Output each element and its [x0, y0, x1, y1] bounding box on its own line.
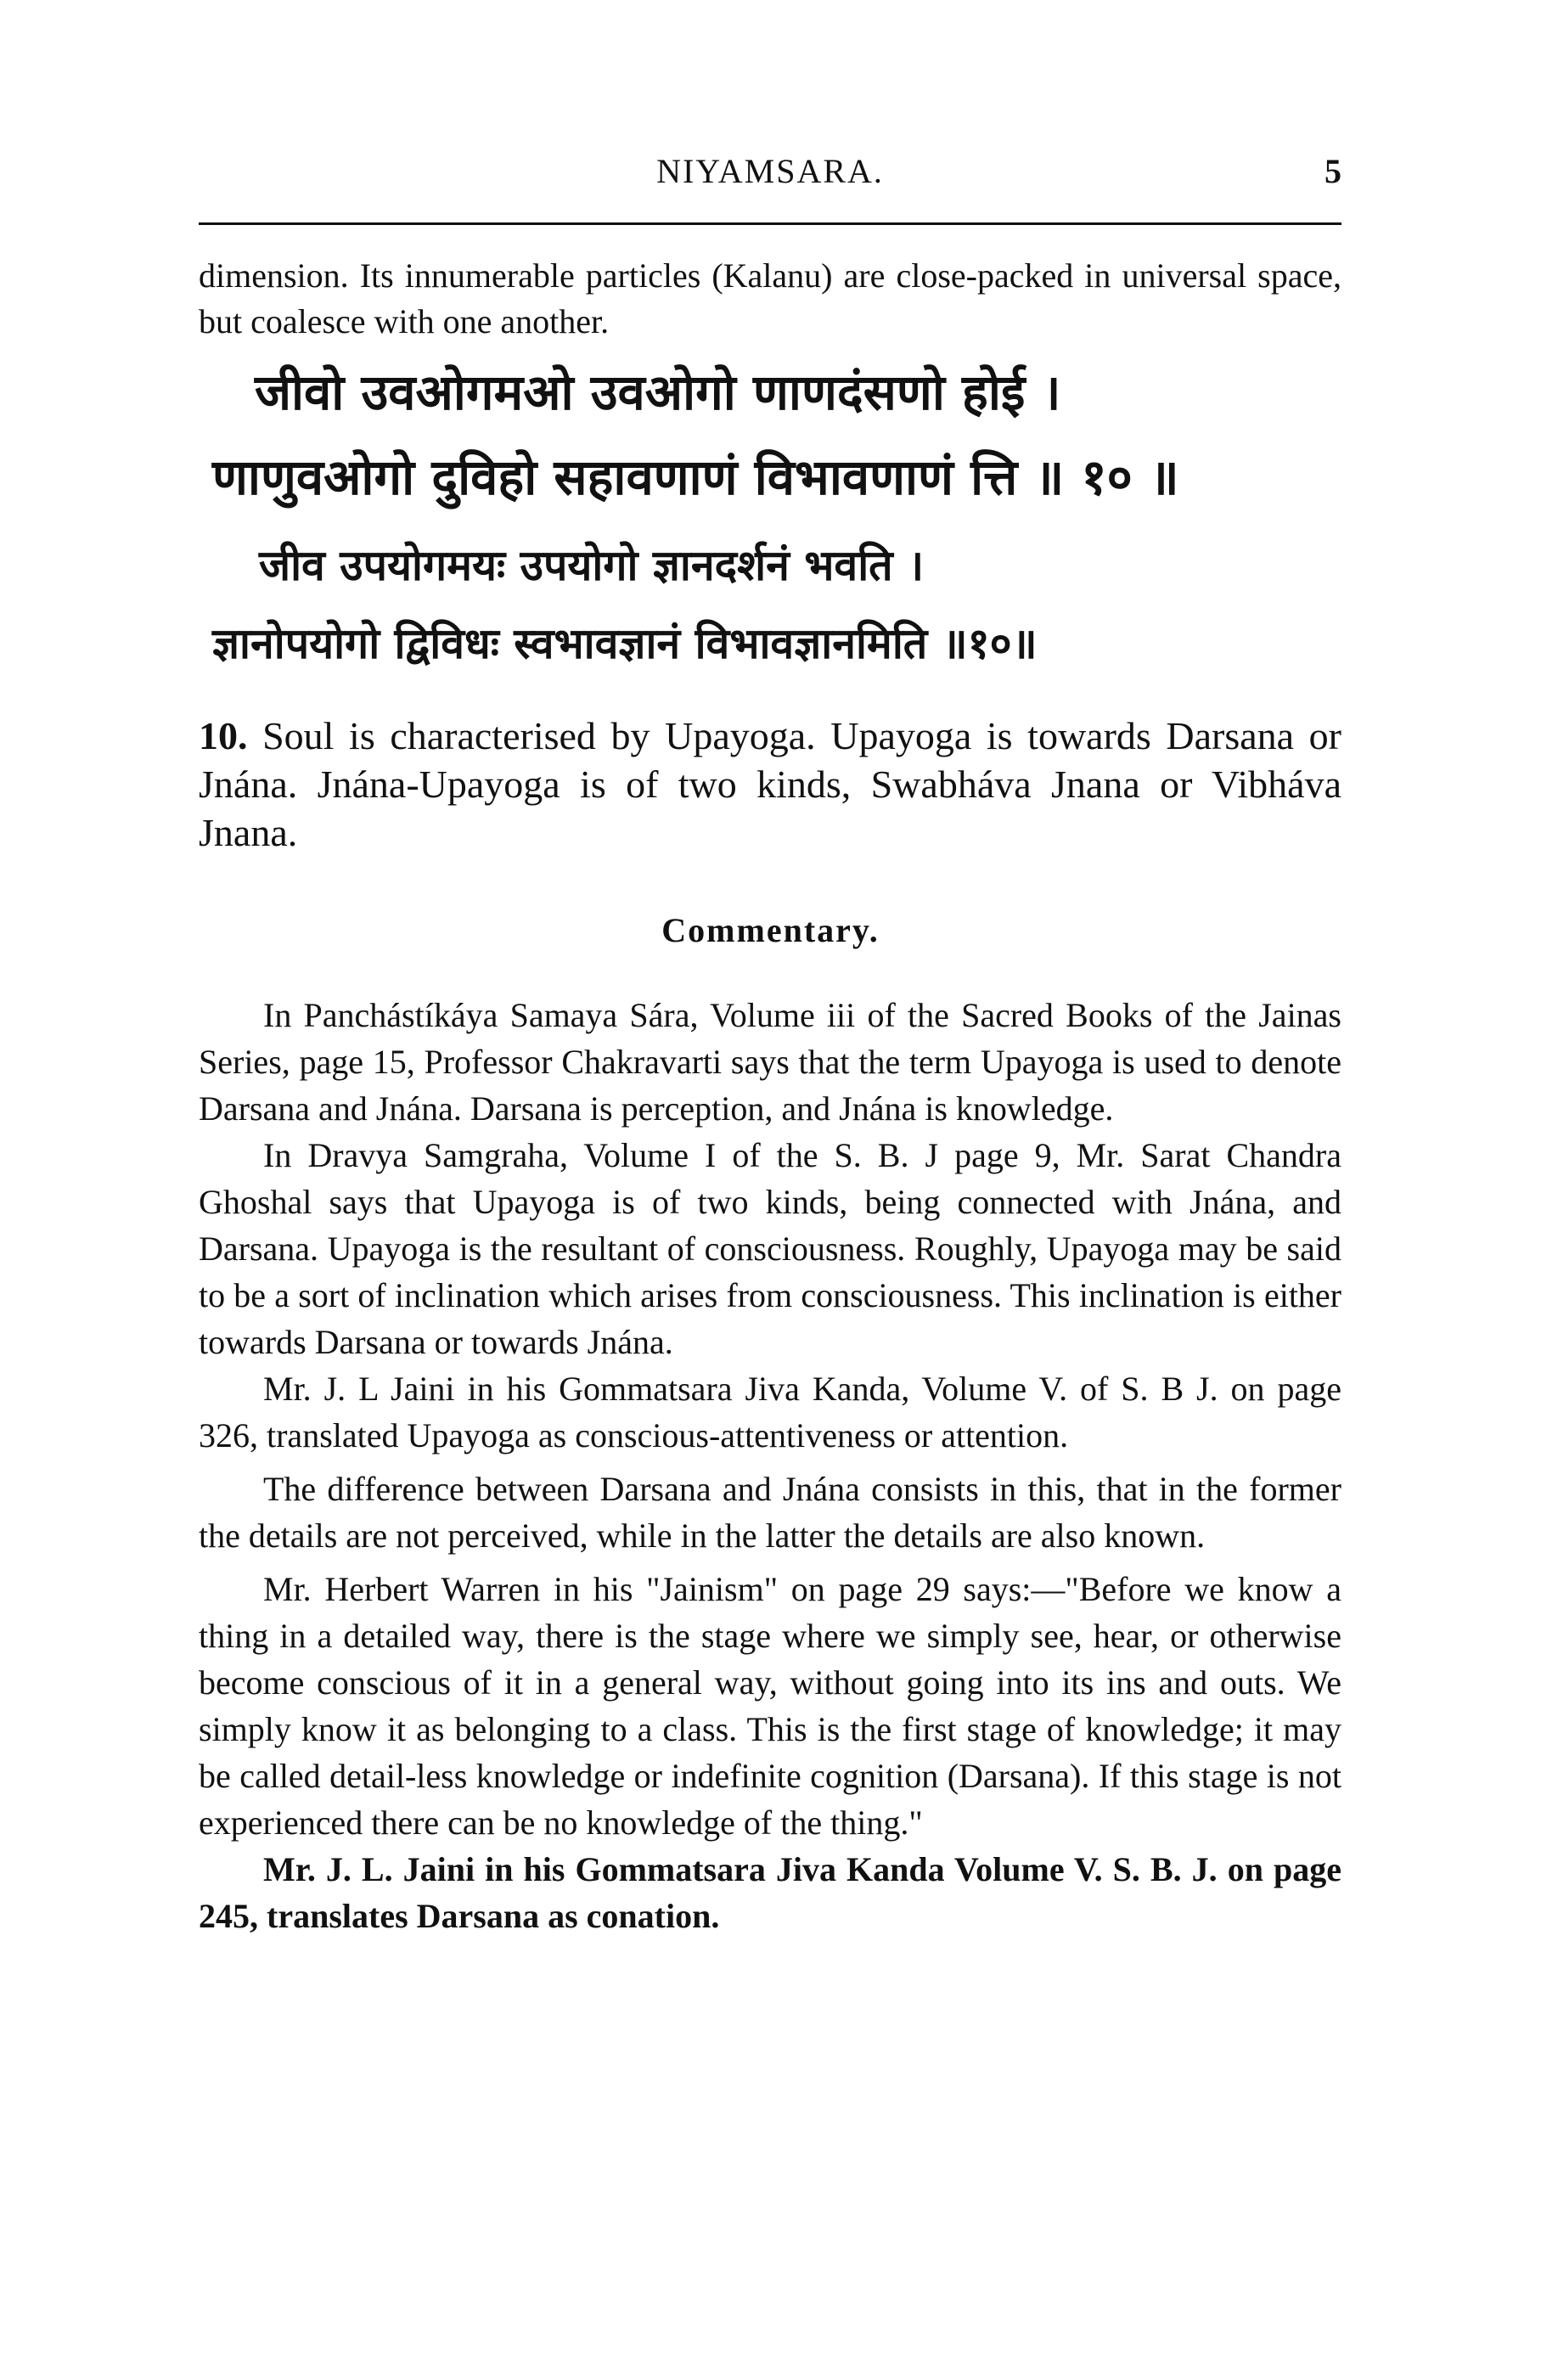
running-title: NIYAMSARA.: [656, 152, 884, 190]
sanskrit-verse-line-2: ज्ञानोपयोगो द्विविधः स्वभावज्ञानं विभावज्ञानमिति ॥१०॥: [212, 619, 1038, 668]
commentary-paragraph: Mr. Herbert Warren in his "Jainism" on page 29 says:—"Before we know a thing in a detailed way, there is the stage where we simply see, hear, or otherwise become conscious of it in a general way, without going into its ins and outs. We simply know it as belonging to a class. This is the first stage of knowledge; it may be called detail-less knowledge or indefinite cognition (Darsana). If this stage is not experienced there can be no knowledge of the thing.": [199, 1570, 1341, 1842]
commentary-paragraph: In Panchástíkáya Samaya Sára, Volume iii of the Sacred Books of the Jainas Series, page 15, Professor Chakravarti says that the term Upayoga is used to denote Darsana and Jnána. Darsana is perception, and Jnána is knowledge.: [199, 996, 1341, 1128]
prakrit-verse-line-1: जीवो उवओगमओ उवओगो णाणदंसणो होई ।: [255, 363, 1061, 421]
page-number: 5: [1324, 152, 1341, 190]
commentary-heading: Commentary.: [661, 911, 880, 949]
page-header: [199, 151, 1341, 202]
header-rule: [199, 222, 1341, 225]
verse-translation-text: Soul is characterised by Upayoga. Upayoga is towards Darsana or Jnána. Jnána-Upayoga is of two kinds, Swabháva Jnana or Vibháva Jnana.: [199, 714, 1341, 854]
verse-translation: [199, 712, 1341, 857]
sanskrit-verse-line-1: जीव उपयोगमयः उपयोगो ज्ञानदर्शनं भवति ।: [259, 541, 925, 590]
commentary-paragraph: The difference between Darsana and Jnána consists in this, that in the former the details are not perceived, while in the latter the details are also known.: [199, 1470, 1341, 1555]
verse-number: 10.: [199, 714, 248, 757]
commentary-body: [199, 992, 1341, 1939]
commentary-paragraph: Mr. J. L Jaini in his Gommatsara Jiva Kanda, Volume V. of S. B J. on page 326, translated Upayoga as conscious-attentiveness or attention.: [199, 1370, 1341, 1454]
commentary-paragraph: In Dravya Samgraha, Volume I of the S. B. J page 9, Mr. Sarat Chandra Ghoshal says that Upayoga is of two kinds, being connected with Jnána, and Darsana. Upayoga is the resultant of consciousness. Roughly, Upayoga may be said to be a sort of inclination which arises from consciousness. This inclination is either towards Darsana or towards Jnána.: [199, 1136, 1341, 1361]
intro-paragraph: dimension. Its innumerable particles (Kalanu) are close-packed in universal space, but coalesce with one another.: [199, 256, 1341, 340]
commentary-paragraph: Mr. J. L. Jaini in his Gommatsara Jiva Kanda Volume V. S. B. J. on page 245, translates Darsana as conation.: [199, 1850, 1341, 1935]
prakrit-verse-line-2: णाणुवओगो दुविहो सहावणाणं विभावणाणं त्ति ॥ १० ॥: [212, 448, 1179, 506]
